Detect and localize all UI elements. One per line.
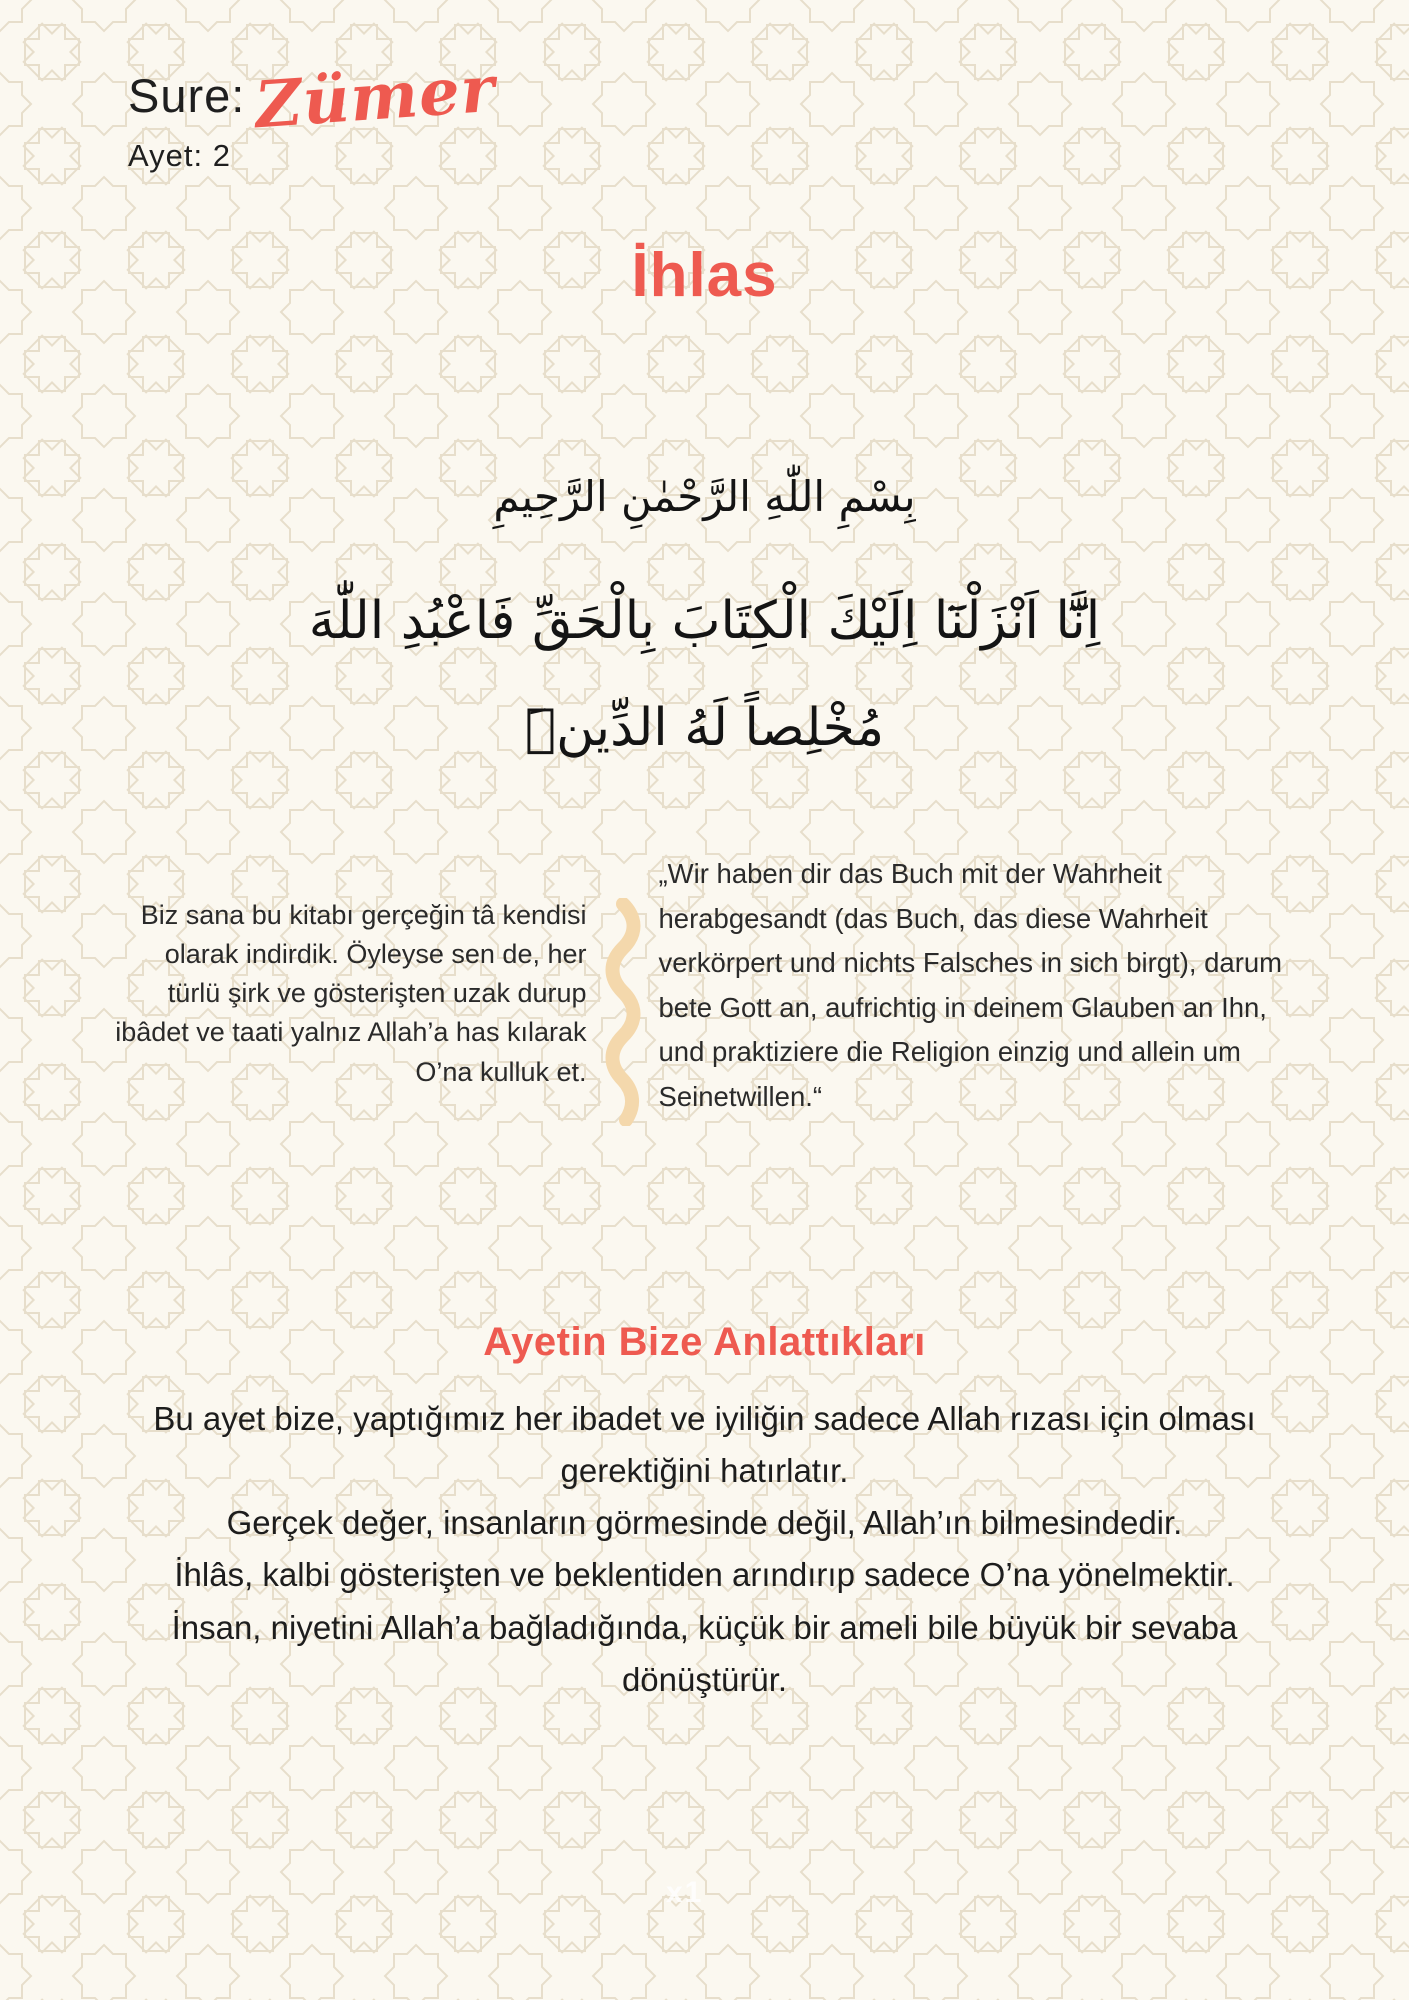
translation-turkish: Biz sana bu kitabı gerçeğin tâ kendisi olarak indirdik. Öyleyse sen de, her türlü şirk ve gösterişten uzak durup ibâdet ve taati yalnız Allah’a has kılarak O’na kulluk et. <box>115 900 587 1087</box>
translations-row <box>115 852 1295 1126</box>
header <box>128 51 499 174</box>
section-paragraph: İhlâs, kalbi gösterişten ve beklentiden arındırıp sadece O’na yönelmektir. <box>174 1556 1235 1594</box>
sure-line <box>128 51 499 144</box>
verse-arabic <box>0 568 1409 781</box>
translation-german: „Wir haben dir das Buch mit der Wahrheit herabgesandt (das Buch, das diese Wahrheit verkörpert und nichts Falsches in sich birgt), darum bete Gott an, aufrichtig in deinem Glauben an Ihn, und praktiziere die Religion einzig und allein um Seinetwillen.“ <box>658 858 1283 1112</box>
bismillah-text: بِسْمِ اللّٰهِ الرَّحْمٰنِ الرَّحِيمِ <box>493 472 916 521</box>
verse-line-1: اِنَّٓا اَنْزَلْنَٓا اِلَيْكَ الْكِتَابَ بِالْحَقِّ فَاعْبُدِ اللّٰهَ <box>308 591 1101 651</box>
page-title: İhlas <box>631 241 778 310</box>
section-paragraph: İnsan, niyetini Allah’a bağladığında, küçük bir ameli bile büyük bir sevaba dönüştürür. <box>171 1608 1238 1698</box>
wavy-divider <box>587 852 659 1126</box>
section-body <box>107 1393 1302 1706</box>
section-paragraph: Bu ayet bize, yaptığımız her ibadet ve iyiliğin sadece Allah rızası için olması gerektiğini hatırlatır. <box>153 1400 1256 1490</box>
verse-line-2: مُخْلِصاً لَهُ الدِّينَۜ <box>524 697 885 758</box>
sure-value: Zümer <box>252 51 499 144</box>
section-heading: Ayetin Bize Anlattıkları <box>483 1320 926 1364</box>
sure-label: Sure: <box>128 69 246 122</box>
watermark: x1 <box>666 1876 704 1909</box>
section-paragraph: Gerçek değer, insanların görmesinde değil, Allah’ın bilmesindedir. <box>226 1504 1183 1542</box>
ayet-label: Ayet: 2 <box>128 138 231 173</box>
